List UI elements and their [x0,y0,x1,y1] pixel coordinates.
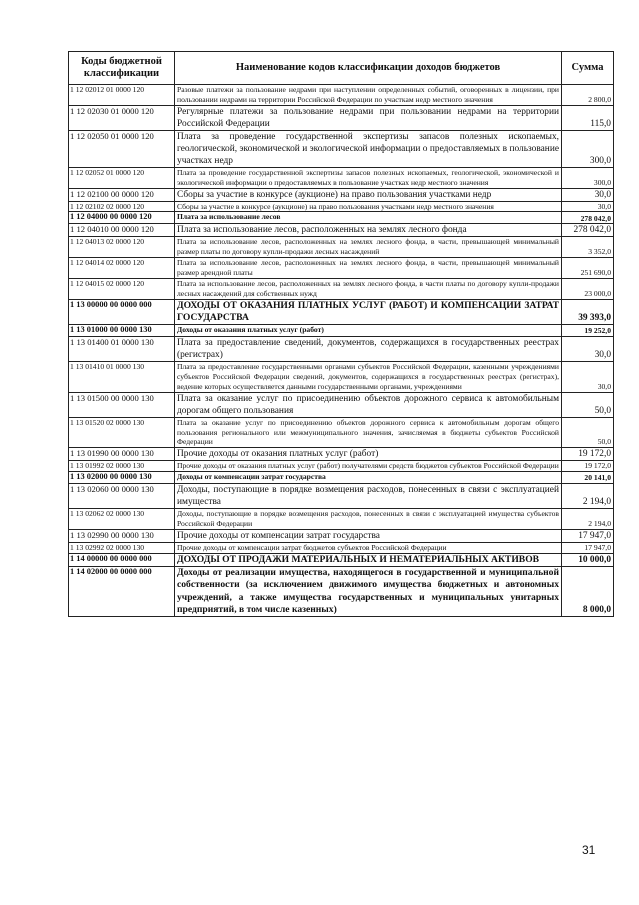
row-name: Плата за использование лесов, расположенных на землях лесного фонда, в части, превышающей минимальный размер арендной платы [175,258,562,279]
row-sum: 300,0 [562,167,614,188]
table-row [69,417,614,448]
table-row [69,237,614,258]
row-name: Прочие доходы от оказания платных услуг (работ) [175,448,562,461]
row-sum: 8 000,0 [562,567,614,617]
table-row [69,105,614,130]
row-code: 1 13 01992 02 0000 130 [69,461,175,472]
row-code: 1 13 01500 00 0000 130 [69,392,175,417]
header-code: Коды бюджетной классификации [69,52,175,85]
row-name: Доходы от компенсации затрат государства [175,472,562,484]
row-sum: 17 947,0 [562,542,614,553]
row-code: 1 13 01410 01 0000 130 [69,362,175,393]
row-code: 1 12 02012 01 0000 120 [69,85,175,106]
row-name: Плата за предоставление государственными органами субъектов Российской Федерации, казенными учреждениями субъектов Российской Федерации сведений, документов, содержащихся в государственных реестрах (регистрах), ведение которых осуществляется данными государственными органами, учреждениями [175,362,562,393]
row-sum: 300,0 [562,130,614,167]
row-sum: 17 947,0 [562,529,614,542]
row-sum: 30,0 [562,201,614,212]
row-sum: 20 141,0 [562,472,614,484]
row-name: Доходы от оказания платных услуг (работ) [175,325,562,337]
table-row [69,325,614,337]
row-code: 1 12 04014 02 0000 120 [69,258,175,279]
table-row [69,542,614,553]
row-name: Плата за предоставление сведений, документов, содержащихся в государственных реестрах (регистрах) [175,337,562,362]
row-name: Регулярные платежи за пользование недрами при пользовании недрами на территории Российской Федерации [175,105,562,130]
row-name: Прочие доходы от оказания платных услуг (работ) получателями средств бюджетов субъектов Российской Федерации [175,461,562,472]
row-sum: 251 690,0 [562,258,614,279]
row-sum: 30,0 [562,337,614,362]
row-name: ДОХОДЫ ОТ ПРОДАЖИ МАТЕРИАЛЬНЫХ И НЕМАТЕРИАЛЬНЫХ АКТИВОВ [175,553,562,566]
row-code: 1 12 04015 02 0000 120 [69,278,175,299]
row-sum: 10 000,0 [562,553,614,566]
row-code: 1 14 00000 00 0000 000 [69,553,175,566]
table-row [69,278,614,299]
table-row [69,362,614,393]
row-sum: 50,0 [562,417,614,448]
table-row [69,224,614,237]
row-code: 1 12 04000 00 0000 120 [69,212,175,224]
row-sum: 23 000,0 [562,278,614,299]
row-sum: 30,0 [562,362,614,393]
row-code: 1 12 02050 01 0000 120 [69,130,175,167]
row-code: 1 12 02100 00 0000 120 [69,188,175,201]
row-code: 1 13 02990 00 0000 130 [69,529,175,542]
row-sum: 19 172,0 [562,448,614,461]
row-sum: 278 042,0 [562,224,614,237]
row-code: 1 13 02062 02 0000 130 [69,509,175,530]
page-number: 31 [582,843,596,857]
row-code: 1 13 01520 02 0000 130 [69,417,175,448]
revenue-classification-table [68,51,614,617]
table-row [69,392,614,417]
table-row [69,567,614,617]
row-name: Плата за использование лесов [175,212,562,224]
row-sum: 278 042,0 [562,212,614,224]
row-name: Доходы от реализации имущества, находящегося в государственной и муниципальной собственности (за исключением движимого имущества бюджетных и автономных учреждений, а также имущества государственных и муниципальных унитарных предприятий, в том числе казенных) [175,567,562,617]
table-row [69,299,614,325]
row-name: Плата за использование лесов, расположенных на землях лесного фонда, в части, превышающей минимальный размер платы по договору купли-продажи лесных насаждений [175,237,562,258]
row-name: Сборы за участие в конкурсе (аукционе) на право пользования участками недр [175,188,562,201]
row-sum: 39 393,0 [562,299,614,325]
table-row [69,258,614,279]
row-sum: 19 252,0 [562,325,614,337]
row-code: 1 13 00000 00 0000 000 [69,299,175,325]
table-row [69,212,614,224]
row-name: Прочие доходы от компенсации затрат государства [175,529,562,542]
row-code: 1 13 01990 00 0000 130 [69,448,175,461]
row-sum: 2 194,0 [562,509,614,530]
table-row [69,509,614,530]
header-name: Наименование кодов классификации доходов бюджетов [175,52,562,85]
row-name: Прочие доходы от компенсации затрат бюджетов субъектов Российской Федерации [175,542,562,553]
row-code: 1 12 04010 00 0000 120 [69,224,175,237]
row-code: 1 12 02052 01 0000 120 [69,167,175,188]
table-row [69,201,614,212]
row-name: Разовые платежи за пользование недрами при наступлении определенных событий, оговоренных в лицензии, при пользовании недрами на территории Российской Федерации по участкам недр местного значения [175,85,562,106]
row-name: Плата за проведение государственной экспертизы запасов полезных ископаемых, геологической, экономической и экологической информации о предоставляемых в пользование участках недр местного значения [175,167,562,188]
table-row [69,484,614,509]
table-row [69,85,614,106]
row-sum: 30,0 [562,188,614,201]
table-header [69,52,614,85]
table-row [69,472,614,484]
row-code: 1 13 02992 02 0000 130 [69,542,175,553]
row-code: 1 14 02000 00 0000 000 [69,567,175,617]
row-sum: 2 800,0 [562,85,614,106]
row-code: 1 13 02060 00 0000 130 [69,484,175,509]
row-name: Плата за оказание услуг по присоединению объектов дорожного сервиса к автомобильным дорогам общего пользования регионального или межмуниципального значения, зачисляемая в бюджеты субъектов Российской Федерации [175,417,562,448]
row-code: 1 12 04013 02 0000 120 [69,237,175,258]
table-row [69,130,614,167]
row-sum: 19 172,0 [562,461,614,472]
header-sum: Сумма [562,52,614,85]
row-sum: 115,0 [562,105,614,130]
table-row [69,167,614,188]
table-row [69,529,614,542]
row-name: Доходы, поступающие в порядке возмещения расходов, понесенных в связи с эксплуатацией имущества [175,484,562,509]
table-row [69,337,614,362]
row-name: ДОХОДЫ ОТ ОКАЗАНИЯ ПЛАТНЫХ УСЛУГ (РАБОТ) И КОМПЕНСАЦИИ ЗАТРАТ ГОСУДАРСТВА [175,299,562,325]
row-name: Плата за проведение государственной экспертизы запасов полезных ископаемых, геологической, экономической и экологической информации о предоставляемых в пользование участках недр [175,130,562,167]
row-name: Плата за оказание услуг по присоединению объектов дорожного сервиса к автомобильным дорогам общего пользования [175,392,562,417]
table-row [69,553,614,566]
row-name: Доходы, поступающие в порядке возмещения расходов, понесенных в связи с эксплуатацией имущества субъектов Российской Федерации [175,509,562,530]
table-row [69,461,614,472]
row-sum: 2 194,0 [562,484,614,509]
table-row [69,188,614,201]
row-sum: 3 352,0 [562,237,614,258]
row-name: Сборы за участие в конкурсе (аукционе) на право пользования участками недр местного значения [175,201,562,212]
row-sum: 50,0 [562,392,614,417]
row-code: 1 13 02000 00 0000 130 [69,472,175,484]
row-code: 1 13 01400 01 0000 130 [69,337,175,362]
row-code: 1 13 01000 00 0000 130 [69,325,175,337]
row-code: 1 12 02102 02 0000 120 [69,201,175,212]
table-row [69,448,614,461]
row-name: Плата за использование лесов, расположенных на землях лесного фонда, в части платы по договору купли-продажи лесных насаждений для собственных нужд [175,278,562,299]
row-name: Плата за использование лесов, расположенных на землях лесного фонда [175,224,562,237]
row-code: 1 12 02030 01 0000 120 [69,105,175,130]
